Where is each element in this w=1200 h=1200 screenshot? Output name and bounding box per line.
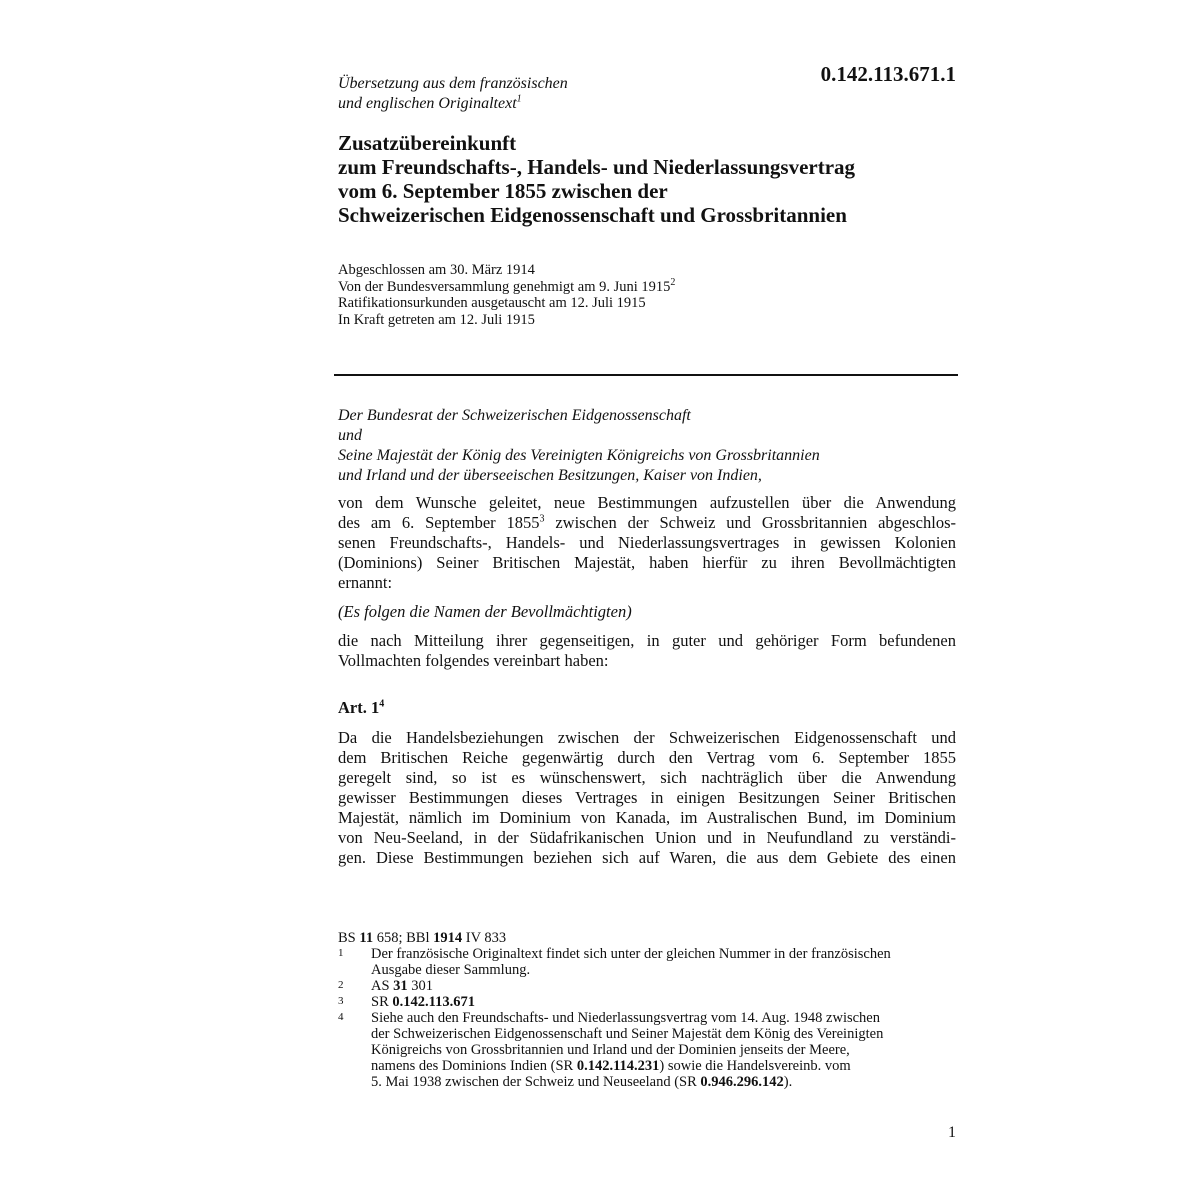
footnote: [338, 978, 958, 994]
footnote-ref[interactable]: 3: [539, 513, 545, 525]
footnote-ref[interactable]: 1: [516, 93, 522, 105]
paragraph-agreement: [338, 631, 956, 671]
sr-link[interactable]: 0.142.114.231: [576, 1058, 660, 1074]
footnotes: [338, 930, 958, 1090]
text-line: gen. Diese Bestimmungen beziehen sich auf Waren, die aus dem Gebiete des einen: [338, 848, 956, 867]
ratification-date: Ratifikationsurkunden ausgetauscht am 12. Juli 1915: [338, 295, 646, 311]
text-line: Vollmachten folgendes vereinbart haben:: [338, 651, 609, 670]
preamble-line: und: [338, 427, 362, 444]
text-line: des am 6. September 1855$^3$ zwischen der Schweiz und Grossbritannien abgeschlos-: [338, 513, 956, 532]
footnote-number: 3: [338, 995, 344, 1007]
text-line: von dem Wunsche geleitet, neue Bestimmungen aufzustellen über die Anwendung: [338, 493, 956, 512]
sr-link[interactable]: 0.946.296.142: [700, 1074, 784, 1090]
footnote-text: AS 31 301: [371, 978, 434, 994]
sr-number: 0.142.113.671.1: [820, 62, 956, 86]
approval-date: Von der Bundesversammlung genehmigt am 9. Juni 1915$^2$: [338, 276, 676, 295]
preamble: [338, 406, 958, 486]
sr-link[interactable]: 0.142.113.671: [392, 994, 475, 1010]
text-line: von Neu-Seeland, in der Südafrikanischen Union und in Neufundland zu verständi-: [338, 828, 956, 847]
text-line: Da die Handelsbeziehungen zwischen der Schweizerischen Eidgenossenschaft und: [338, 728, 956, 747]
title-line: zum Freundschafts-, Handels- und Niederlassungsvertrag: [338, 155, 856, 179]
preamble-line: Der Bundesrat der Schweizerischen Eidgenossenschaft: [338, 407, 691, 424]
translation-note: [338, 74, 568, 114]
text-line: die nach Mitteilung ihrer gegenseitigen, in guter und gehöriger Form befundenen: [338, 631, 956, 650]
concluded-date: Abgeschlossen am 30. März 1914: [338, 262, 535, 278]
title-line: Zusatzübereinkunft: [338, 131, 517, 155]
footnote-ref[interactable]: 2: [670, 276, 676, 288]
article-heading: Art. $1^4$: [338, 698, 385, 717]
plenipotentiaries-note: (Es folgen die Namen der Bevollmächtigten): [338, 602, 632, 621]
footnote-text: Siehe auch den Freundschafts- und Niederlassungsvertrag vom 14. Aug. 1948 zwischen der Schweizerischen Eidgenossenschaft und Seiner Majestät dem König des Vereinigten Königreichs von Grossbritannien und Irland und der Dominien jenseits der Meere, namens des Dominions Indien (SR 0.142.114.231) sowie die Handelsvereinb. vom 5. Mai 1938 zwischen der Schweiz und Neuseeland (SR 0.946.296.142).: [371, 1010, 884, 1090]
text-line: (Dominions) Seiner Britischen Majestät, haben hierfür zu ihren Bevollmächtigten: [338, 553, 956, 572]
page-number: 1: [948, 1124, 956, 1141]
entry-into-force-date: In Kraft getreten am 12. Juli 1915: [338, 311, 535, 328]
text-line: ernannt:: [338, 573, 393, 592]
footnote-ref[interactable]: 4: [379, 698, 385, 710]
footnote-text: Der französische Originaltext findet sich unter der gleichen Nummer in der französischen Ausgabe dieser Sammlung.: [371, 946, 891, 978]
title-line: vom 6. September 1855 zwischen der: [338, 179, 668, 203]
treaty-metadata: [338, 262, 675, 328]
footnote-number: 1: [338, 947, 344, 959]
text-line: geregelt sind, so ist es wünschenswert, sich nachträglich über die Anwendung: [338, 768, 956, 787]
title-line: Schweizerischen Eidgenossenschaft und Grossbritannien: [338, 203, 847, 227]
text-line: gewisser Bestimmungen dieses Vertrages in einigen Besitzungen Seiner Britischen: [338, 788, 956, 807]
text-line: senen Freundschafts-, Handels- und Niederlassungsvertrages in gewissen Kolonien: [338, 533, 956, 552]
article-1-text: [338, 728, 956, 868]
preamble-line: Seine Majestät der König des Vereinigten Königreichs von Grossbritannien: [338, 447, 820, 464]
footnote-number: 4: [338, 1011, 344, 1023]
source-reference: BS 11 658; BBl 1914 IV 833: [338, 930, 507, 946]
footnote: [338, 946, 958, 978]
translation-note-line: Übersetzung aus dem französischen: [338, 75, 568, 92]
footnote-text: SR 0.142.113.671: [371, 994, 475, 1010]
text-line: Majestät, nämlich im Dominium von Kanada, im Australischen Bund, im Dominium: [338, 808, 956, 827]
paragraph-intent: [338, 493, 956, 593]
footnote-number: 2: [338, 979, 344, 991]
document-title: [338, 131, 978, 227]
translation-note-line: und englischen Originaltext$^1$: [338, 93, 522, 112]
preamble-line: und Irland und der überseeischen Besitzungen, Kaiser von Indien,: [338, 467, 762, 484]
horizontal-rule: [334, 374, 958, 376]
footnote: [338, 1010, 958, 1090]
text-line: dem Britischen Reiche gegenwärtig durch den Vertrag vom 6. September 1855: [338, 748, 956, 767]
footnote: [338, 994, 958, 1010]
